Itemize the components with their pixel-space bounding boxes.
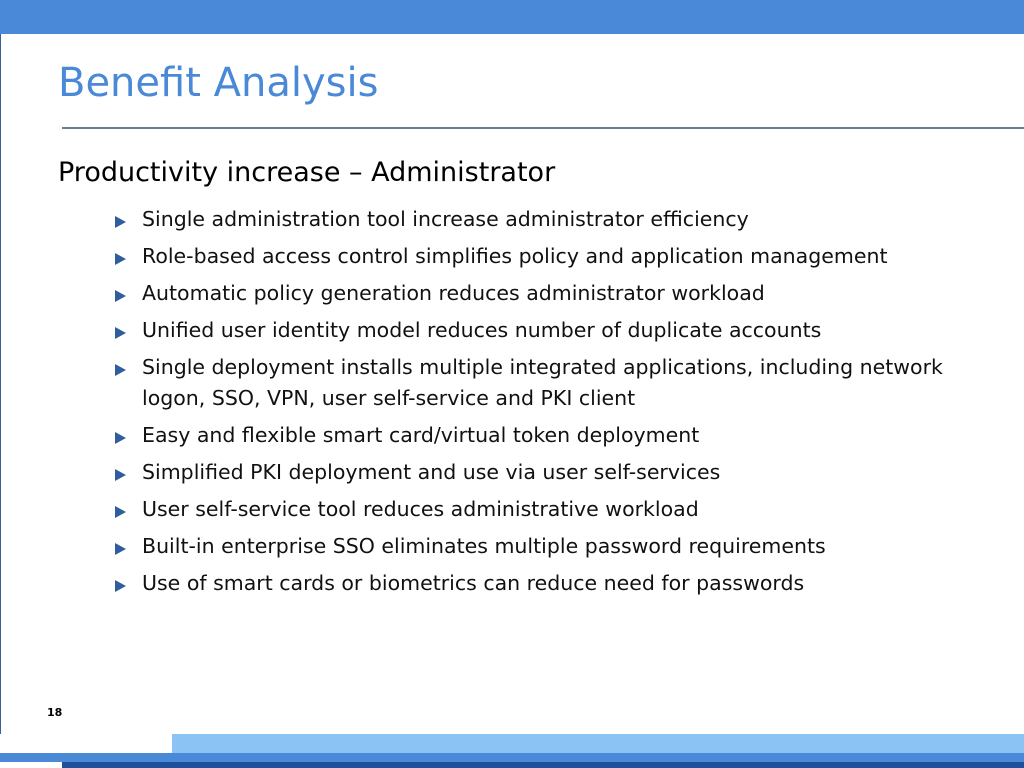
bullet-text: Single administration tool increase administrator efficiency xyxy=(142,207,749,231)
slide-title: Benefit Analysis xyxy=(58,60,379,106)
bullet-item xyxy=(112,278,992,309)
section-heading: Productivity increase – Administrator xyxy=(58,157,556,188)
bullet-text: Simplified PKI deployment and use via user self-services xyxy=(142,460,721,484)
triangle-right-icon xyxy=(115,543,126,555)
bullet-text: Unified user identity model reduces number of duplicate accounts xyxy=(142,318,822,342)
bullet-text: Single deployment installs multiple integrated applications, including network logon, SSO, VPN, user self-service and PKI client xyxy=(142,355,943,410)
bullet-item xyxy=(112,457,992,488)
bullet-text: Role-based access control simplifies policy and application management xyxy=(142,244,888,268)
triangle-right-icon xyxy=(115,290,126,302)
bullet-list xyxy=(112,204,992,605)
footer-corner xyxy=(0,762,62,768)
bullet-item xyxy=(112,204,992,235)
left-border xyxy=(0,34,1,734)
triangle-right-icon xyxy=(115,253,126,265)
bullet-item xyxy=(112,531,992,562)
bullet-text: Built-in enterprise SSO eliminates multiple password requirements xyxy=(142,534,826,558)
triangle-right-icon xyxy=(115,327,126,339)
bullet-item xyxy=(112,420,992,451)
footer-band-dark xyxy=(62,762,1024,768)
triangle-right-icon xyxy=(115,469,126,481)
triangle-right-icon xyxy=(115,580,126,592)
footer-band-light xyxy=(172,734,1024,753)
triangle-right-icon xyxy=(115,364,126,376)
bullet-item xyxy=(112,315,992,346)
triangle-right-icon xyxy=(115,506,126,518)
title-divider xyxy=(62,127,1024,129)
bullet-text: Use of smart cards or biometrics can reduce need for passwords xyxy=(142,571,805,595)
page-number: 18 xyxy=(47,706,63,719)
header-bar xyxy=(0,0,1024,34)
bullet-item xyxy=(112,352,992,414)
bullet-text: Easy and flexible smart card/virtual token deployment xyxy=(142,423,700,447)
bullet-text: User self-service tool reduces administrative workload xyxy=(142,497,699,521)
bullet-text: Automatic policy generation reduces administrator workload xyxy=(142,281,765,305)
bullet-item xyxy=(112,568,992,599)
bullet-item xyxy=(112,241,992,272)
bullet-item xyxy=(112,494,992,525)
triangle-right-icon xyxy=(115,216,126,228)
triangle-right-icon xyxy=(115,432,126,444)
footer-band-mid xyxy=(0,753,1024,762)
